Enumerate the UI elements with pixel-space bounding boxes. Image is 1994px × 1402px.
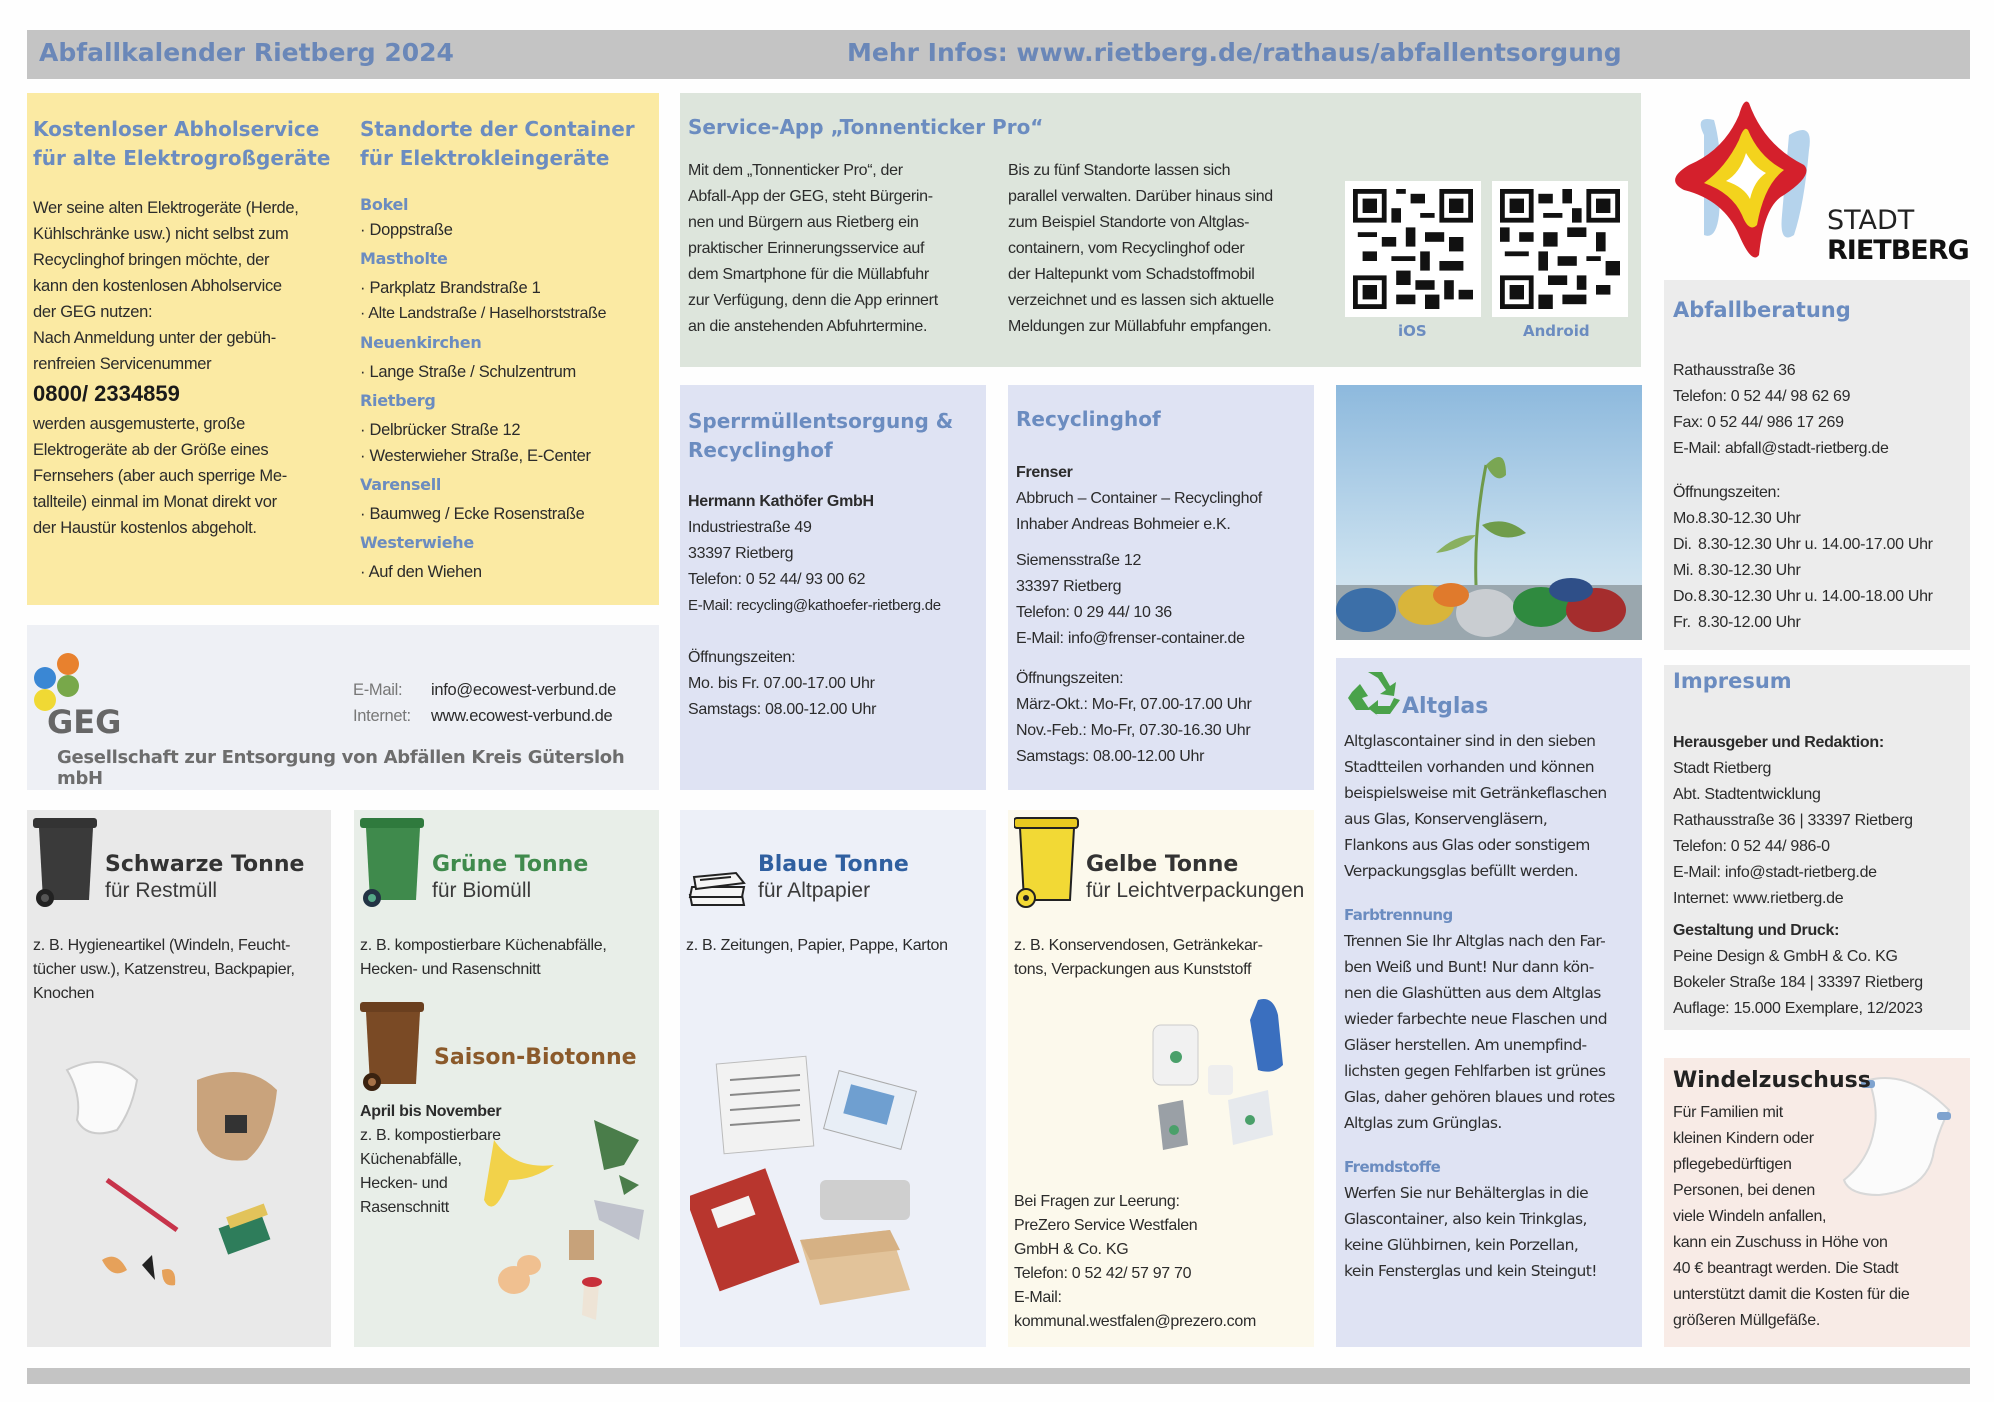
gelbe-tonne-heading — [1086, 852, 1304, 904]
text-line: Werfen Sie nur Behälterglas in die — [1344, 1184, 1589, 1202]
text-line: Telefon: 0 52 44/ 98 62 69 — [1673, 388, 1851, 405]
text-line: Stadtteilen vorhanden und können — [1344, 758, 1594, 776]
text-line: kein Fensterglas und kein Steingut! — [1344, 1262, 1597, 1280]
location-item: · Auf den Wiehen — [360, 563, 482, 581]
text-line: Siemensstraße 12 — [1016, 552, 1142, 569]
text-line: Kühlschränke usw.) nicht selbst zum — [33, 225, 289, 243]
container-title — [360, 115, 655, 173]
app-title: Service-App „Tonnenticker Pro“ — [688, 115, 1044, 139]
location-item: · Baumweg / Ecke Rosenstraße — [360, 505, 585, 523]
qr-ios-label: iOS — [1398, 322, 1427, 340]
text-line: Telefon: 0 52 44/ 986-0 — [1673, 838, 1830, 855]
text-line: kann den kostenlosen Abholservice — [33, 277, 282, 295]
location-name: Westerwiehe — [360, 533, 474, 552]
text-line: keine Glühbirnen, kein Porzellan, — [1344, 1236, 1579, 1254]
text-line: Industriestraße 49 — [688, 519, 812, 536]
hours-day: Fr. — [1673, 614, 1691, 631]
text-line: aus Glas, Konservengläsern, — [1344, 810, 1548, 828]
impressum-heading: Herausgeber und Redaktion: — [1673, 734, 1884, 751]
geg-logo-text: GEG — [47, 703, 122, 741]
text-line: verzeichnet und es lassen sich aktuelle — [1008, 292, 1274, 309]
text-line: Glas, daher gehören blaues und rotes — [1344, 1088, 1615, 1106]
bin-title: Grüne Tonne — [432, 852, 589, 877]
header-bar — [27, 30, 1970, 79]
location-name: Varensell — [360, 475, 442, 494]
bin-title: Gelbe Tonne — [1086, 852, 1239, 877]
text-line: nen und Bürgern aus Rietberg ein — [688, 214, 919, 231]
text-line: 33397 Rietberg — [688, 545, 794, 562]
location-item: · Doppstraße — [360, 221, 453, 239]
sperrmuell-title — [688, 407, 953, 465]
impressum-panel — [1664, 665, 1970, 1030]
impressum-body — [1673, 730, 1923, 1022]
rietberg-star-icon — [1664, 95, 1834, 265]
text-line: nen die Glashütten aus dem Altglas — [1344, 984, 1601, 1002]
hours-time: 8.30-12.00 Uhr — [1698, 614, 1801, 631]
page-title: Abfallkalender Rietberg 2024 — [39, 38, 454, 67]
hours-day: Mo. — [1673, 510, 1699, 527]
text-line: parallel verwalten. Darüber hinaus sind — [1008, 188, 1273, 205]
location-list — [360, 193, 655, 585]
text-line: z. B. kompostierbare Küchenabfälle, — [360, 937, 607, 954]
stadt-rietberg-logo — [1664, 95, 1970, 270]
bin-subtitle: für Altpapier — [758, 879, 871, 902]
text-line: Nach Anmeldung unter der gebüh- — [33, 329, 276, 347]
text-line: Für Familien mit — [1673, 1104, 1783, 1121]
geg-panel — [27, 625, 659, 790]
hours-row: Samstags: 08.00-12.00 Uhr — [688, 701, 877, 718]
blaue-tonne-heading — [758, 852, 909, 904]
windel-body — [1673, 1100, 1909, 1334]
text-line: Trennen Sie Ihr Altglas nach den Far- — [1344, 932, 1606, 950]
bin-title: Blaue Tonne — [758, 852, 909, 877]
recycling-photo — [1336, 385, 1642, 640]
hours-row — [1673, 584, 1933, 610]
qr-android-label: Android — [1523, 322, 1590, 340]
recycling-icon — [1346, 670, 1404, 716]
footer-bar — [27, 1368, 1970, 1384]
qr-code-android[interactable] — [1492, 181, 1628, 317]
text-line: Recyclinghof bringen möchte, der — [33, 251, 270, 269]
text-line: unterstützt damit die Kosten für die — [1673, 1286, 1910, 1303]
text-line: Abfall-App der GEG, steht Bürgerin- — [688, 188, 933, 205]
text-line: Glascontainer, also kein Trinkglas, — [1344, 1210, 1587, 1228]
text-line: Hecken- und Rasenschnitt — [360, 961, 541, 978]
hours-label: Öffnungszeiten: — [1016, 670, 1124, 687]
text-line: Rathausstraße 36 | 33397 Rietberg — [1673, 812, 1913, 829]
brown-bin-icon — [360, 1000, 426, 1092]
text-line: beispielsweise mit Getränkeflaschen — [1344, 784, 1607, 802]
windel-title: Windelzuschuss — [1673, 1068, 1871, 1093]
newspaper-stack-icon — [686, 865, 748, 911]
hours-row: Nov.-Feb.: Mo-Fr, 07.30-16.30 Uhr — [1016, 722, 1251, 739]
location-item: · Parkplatz Brandstraße 1 — [360, 279, 541, 297]
location-name: Mastholte — [360, 249, 448, 268]
altglas-title: Altglas — [1402, 694, 1489, 719]
text-line: größeren Müllgefäße. — [1673, 1312, 1820, 1329]
hours-day: Do. — [1673, 588, 1697, 605]
email-link[interactable]: E-Mail: abfall@stadt-rietberg.de — [1673, 440, 1889, 457]
saison-biotonne-title: Saison-Biotonne — [434, 1045, 637, 1070]
geg-email-label: E-Mail: — [353, 681, 403, 699]
abholservice-section — [33, 115, 343, 541]
text-line: kleinen Kindern oder — [1673, 1130, 1814, 1147]
text-line: Verpackungsglas befüllt werden. — [1344, 862, 1578, 880]
hours-day: Mi. — [1673, 562, 1694, 579]
hours-time: 8.30-12.30 Uhr — [1698, 562, 1801, 579]
abfallberatung-title: Abfallberatung — [1673, 298, 1851, 322]
abholservice-title — [33, 115, 343, 173]
blaue-tonne-desc — [686, 934, 948, 958]
gelbe-tonne-desc — [1014, 934, 1263, 982]
text-line: Mit dem „Tonnenticker Pro“, der — [688, 162, 903, 179]
text-line: Knochen — [33, 985, 95, 1002]
location-name: Bokel — [360, 195, 409, 214]
company-name: Frenser — [1016, 464, 1073, 481]
windel-panel — [1664, 1058, 1970, 1347]
text-line: 40 € beantragt werden. Die Stadt — [1673, 1260, 1899, 1277]
fremdstoffe-heading: Fremdstoffe — [1344, 1158, 1441, 1176]
app-col2 — [1008, 158, 1328, 340]
text-line: z. B. Hygieneartikel (Windeln, Feucht- — [33, 937, 291, 954]
restmuell-items-illustration-icon — [47, 1050, 317, 1330]
geg-internet[interactable]: www.ecowest-verbund.de — [431, 707, 613, 725]
prezero-contact — [1014, 1190, 1256, 1334]
hours-time: 8.30-12.30 Uhr u. 14.00-18.00 Uhr — [1698, 588, 1933, 605]
text-line: pflegebedürftigen — [1673, 1156, 1792, 1173]
text-line: z. B. Konservendosen, Getränkekar- — [1014, 937, 1263, 954]
text-line: Personen, bei denen — [1673, 1182, 1815, 1199]
company-name: Hermann Kathöfer GmbH — [688, 493, 874, 510]
logo-rietberg: RIETBERG — [1827, 235, 1969, 266]
blaue-tonne-panel — [680, 810, 986, 1347]
gruene-tonne-panel — [354, 810, 659, 1347]
hours-row: Mo. bis Fr. 07.00-17.00 Uhr — [688, 675, 875, 692]
elektro-panel — [27, 93, 659, 605]
schwarze-tonne-panel — [27, 810, 331, 1347]
text-line: E-Mail: — [1014, 1289, 1062, 1306]
text-line: kann ein Zuschuss in Höhe von — [1673, 1234, 1888, 1251]
text-line: werden ausgemusterte, große — [33, 415, 246, 433]
season-label: April bis November — [360, 1103, 502, 1120]
text-line: Peine Design & GmbH & Co. KG — [1673, 948, 1898, 965]
text-line: Küchenabfälle, — [360, 1151, 462, 1168]
text-line: zum Beispiel Standorte von Altglas- — [1008, 214, 1250, 231]
impressum-title: Impresum — [1673, 669, 1792, 693]
abfallberatung-contact — [1673, 358, 1933, 636]
geg-email[interactable]: info@ecowest-verbund.de — [431, 681, 617, 699]
farbtrennung-heading: Farbtrennung — [1344, 906, 1453, 924]
plant-cans-image-icon — [1336, 385, 1642, 640]
text-line: renfreien Servicenummer — [33, 355, 212, 373]
text-line: Bei Fragen zur Leerung: — [1014, 1193, 1180, 1210]
hours-row — [1673, 532, 1933, 558]
email-link[interactable]: E-Mail: info@frenser-container.de — [1016, 630, 1245, 647]
title-line: Sperrmüllentsorgung & — [688, 409, 954, 433]
location-item: · Lange Straße / Schulzentrum — [360, 363, 576, 381]
gruene-tonne-desc — [360, 934, 607, 982]
text-line: Telefon: 0 29 44/ 10 36 — [1016, 604, 1172, 621]
hours-day: Di. — [1673, 536, 1692, 553]
text-line: z. B. Zeitungen, Papier, Pappe, Karton — [686, 937, 948, 954]
text-line: Fernsehers (aber auch sperrige Me- — [33, 467, 287, 485]
text-line: Telefon: 0 52 44/ 93 00 62 — [688, 571, 866, 588]
gelbe-tonne-panel — [1008, 810, 1314, 1347]
hours-row — [1673, 558, 1933, 584]
text-line: Altglascontainer sind in den sieben — [1344, 732, 1596, 750]
email-link[interactable]: kommunal.westfalen@prezero.com — [1014, 1313, 1257, 1330]
email-link[interactable]: E-Mail: info@stadt-rietberg.de — [1673, 864, 1877, 881]
text-line: GmbH & Co. KG — [1014, 1241, 1129, 1258]
text-line: tons, Verpackungen aus Kunststoff — [1014, 961, 1252, 978]
text-line: dem Smartphone für die Müllabfuhr — [688, 266, 929, 283]
impressum-heading: Gestaltung und Druck: — [1673, 922, 1840, 939]
black-bin-icon — [33, 816, 99, 908]
bin-title: Schwarze Tonne — [105, 852, 305, 877]
text-line: Rasenschnitt — [360, 1199, 449, 1216]
gruene-tonne-heading — [432, 852, 588, 904]
text-line: Abt. Stadtentwicklung — [1673, 786, 1821, 803]
text-line: lichsten gegen Fehlfarben ist grünes — [1344, 1062, 1606, 1080]
abholservice-body — [33, 195, 343, 377]
geg-internet-label: Internet: — [353, 707, 411, 725]
text-line: Wer seine alten Elektrogeräte (Herde, — [33, 199, 299, 217]
text-line: Abbruch – Container – Recyclinghof — [1016, 490, 1262, 507]
title-line: für Elektrokleingeräte — [360, 146, 610, 170]
bioabfall-items-illustration-icon — [474, 1110, 654, 1340]
text-line: tallteile) einmal im Monat direkt vor — [33, 493, 277, 511]
text-line: praktischer Erinnerungsservice auf — [688, 240, 925, 257]
text-line: Elektrogeräte ab der Größe eines — [33, 441, 269, 459]
text-line: Bis zu fünf Standorte lassen sich — [1008, 162, 1231, 179]
text-line: Hecken- und — [360, 1175, 448, 1192]
recyclinghof-title: Recyclinghof — [1016, 407, 1161, 431]
text-line: Flankons aus Glas oder sonstigem — [1344, 836, 1590, 854]
bin-subtitle: für Restmüll — [105, 879, 218, 902]
location-name: Rietberg — [360, 391, 436, 410]
bin-subtitle: für Biomüll — [432, 879, 532, 902]
abfallberatung-panel — [1664, 280, 1970, 650]
app-col1 — [688, 158, 998, 340]
text-line: Auflage: 15.000 Exemplare, 12/2023 — [1673, 1000, 1923, 1017]
email-link[interactable]: E-Mail: recycling@kathoefer-rietberg.de — [688, 597, 941, 614]
hours-time: 8.30-12.30 Uhr u. 14.00-17.00 Uhr — [1698, 536, 1933, 553]
text-line: an die anstehenden Abfuhrtermine. — [688, 318, 928, 335]
abholservice-body2 — [33, 411, 343, 541]
text-line: Telefon: 0 52 42/ 57 97 70 — [1014, 1265, 1192, 1282]
text-line: PreZero Service Westfalen — [1014, 1217, 1198, 1234]
text-line: Bokeler Straße 184 | 33397 Rietberg — [1673, 974, 1923, 991]
bin-subtitle: für Leichtverpackungen — [1086, 879, 1305, 902]
text-line: containern, vom Recyclinghof oder — [1008, 240, 1245, 257]
hours-row: Samstags: 08.00-12.00 Uhr — [1016, 748, 1205, 765]
recyclinghof-panel — [1008, 385, 1314, 790]
sperrmuell-body — [688, 489, 941, 723]
verpackung-items-illustration-icon — [1138, 995, 1298, 1165]
logo-stadt: STADT — [1827, 205, 1915, 236]
green-bin-icon — [360, 816, 426, 908]
hours-label: Öffnungszeiten: — [1673, 484, 1781, 501]
hours-row: März-Okt.: Mo-Fr, 07.00-17.00 Uhr — [1016, 696, 1252, 713]
yellow-bin-icon — [1014, 816, 1080, 908]
text-line: Stadt Rietberg — [1673, 760, 1772, 777]
title-line: Kostenloser Abholservice — [33, 117, 320, 141]
altglas-body — [1344, 728, 1640, 1284]
text-line: der Haustür kostenlos abgeholt. — [33, 519, 257, 537]
service-phone: 0800/ 2334859 — [33, 381, 180, 406]
text-line: Altglas zum Grünglas. — [1344, 1114, 1502, 1132]
text-line: ben Weiß und Bunt! Nur dann kön- — [1344, 958, 1594, 976]
text-line: Inhaber Andreas Bohmeier e.K. — [1016, 516, 1231, 533]
sperrmuell-panel — [680, 385, 986, 790]
container-section — [360, 115, 655, 585]
website-link[interactable]: Internet: www.rietberg.de — [1673, 890, 1844, 907]
recyclinghof-body — [1016, 460, 1262, 770]
app-panel — [680, 93, 1641, 367]
schwarze-tonne-heading — [105, 852, 304, 904]
title-line: Standorte der Container — [360, 117, 635, 141]
text-line: 33397 Rietberg — [1016, 578, 1122, 595]
hours-label: Öffnungszeiten: — [688, 649, 796, 666]
text-line: der GEG nutzen: — [33, 303, 153, 321]
qr-pattern-icon — [1353, 189, 1473, 309]
schwarze-tonne-desc — [33, 934, 295, 1006]
text-line: Meldungen zur Müllabfuhr empfangen. — [1008, 318, 1272, 335]
text-line: Fax: 0 52 44/ 986 17 269 — [1673, 414, 1844, 431]
hours-row — [1673, 506, 1933, 532]
more-info-link[interactable]: Mehr Infos: www.rietberg.de/rathaus/abfallentsorgung — [847, 38, 1622, 67]
altglas-panel — [1336, 658, 1642, 1347]
qr-pattern-icon — [1500, 189, 1620, 309]
qr-code-ios[interactable] — [1345, 181, 1481, 317]
text-line: tücher usw.), Katzenstreu, Backpapier, — [33, 961, 295, 978]
title-line: für alte Elektrogroßgeräte — [33, 146, 331, 170]
text-line: zur Verfügung, denn die App erinnert — [688, 292, 938, 309]
title-line: Recyclinghof — [688, 438, 833, 462]
text-line: viele Windeln anfallen, — [1673, 1208, 1827, 1225]
location-name: Neuenkirchen — [360, 333, 482, 352]
altpapier-items-illustration-icon — [690, 1040, 980, 1330]
hours-time: 8.30-12.30 Uhr — [1698, 510, 1801, 527]
text-line: der Haltepunkt vom Schadstoffmobil — [1008, 266, 1255, 283]
text-line: Gläser herstellen. Am unempfind- — [1344, 1036, 1587, 1054]
geg-full-name: Gesellschaft zur Entsorgung von Abfällen Kreis Gütersloh mbH — [57, 747, 625, 789]
location-item: · Alte Landstraße / Haselhorststraße — [360, 305, 607, 322]
location-item: · Westerwieher Straße, E-Center — [360, 447, 591, 465]
hours-row — [1673, 610, 1933, 636]
text-line: wieder farbechte neue Flaschen und — [1344, 1010, 1607, 1028]
text-line: Rathausstraße 36 — [1673, 362, 1796, 379]
text-line: z. B. kompostierbare — [360, 1127, 501, 1144]
location-item: · Delbrücker Straße 12 — [360, 421, 521, 439]
